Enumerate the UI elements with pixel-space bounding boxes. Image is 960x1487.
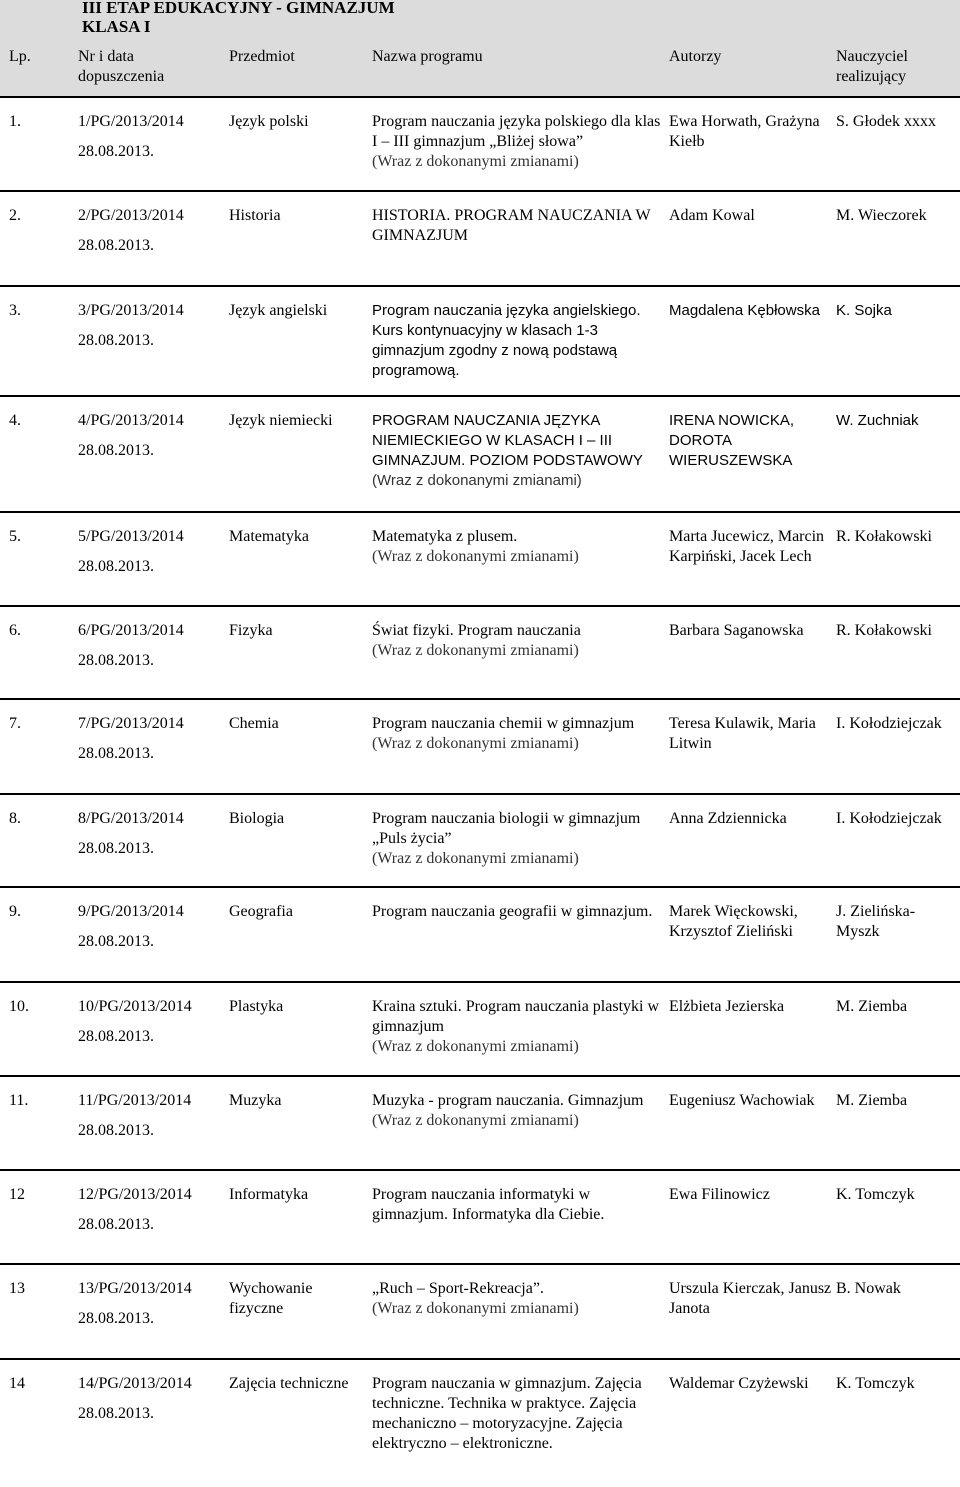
row-nr [78,902,223,952]
row-program [372,1091,662,1131]
row-nr [78,714,223,764]
program-name: Program nauczania języka angielskiego. Kurs kontynuacyjny w klasach 1-3 gimnazjum zgodny z nową podstawą programową. [372,302,641,379]
row-teacher: R. Kołakowski [836,528,932,545]
program-name: Program nauczania w gimnazjum. Zajęcia techniczne. Technika w praktyce. Zajęcia mechaniczno – motoryzacyjne. Zajęcia elektryczno – elektroniczne. [372,1375,642,1452]
row-subject: Fizyka [229,622,273,639]
row-program [372,809,662,869]
row-subject: Język angielski [229,302,328,319]
row-lp: 13 [9,1280,25,1297]
row-teacher: S. Głodek xxxx [836,113,936,130]
program-note: (Wraz z dokonanymi zmianami) [372,1038,579,1055]
permit-date: 28.08.2013. [78,1310,154,1327]
program-note: (Wraz z dokonanymi zmianami) [372,850,579,867]
class-title: KLASA I [82,17,151,36]
row-lp: 12 [9,1186,25,1203]
row-nr [78,1374,223,1424]
row-authors: Eugeniusz Wachowiak [669,1092,815,1109]
table-row [0,1171,960,1265]
table-row [0,795,960,888]
row-nr [78,1185,223,1235]
program-name: „Ruch – Sport-Rekreacja”. [372,1280,544,1297]
permit-date: 28.08.2013. [78,652,154,669]
row-lp: 6. [9,622,21,639]
row-nr [78,411,223,461]
program-note: (Wraz z dokonanymi zmianami) [372,642,579,659]
program-name: PROGRAM NAUCZANIA JĘZYKA NIEMIECKIEGO W KLASACH I – III GIMNAZJUM. POZIOM PODSTAWOWY [372,412,643,469]
row-subject: Biologia [229,810,285,827]
table-row [0,1077,960,1171]
row-teacher: B. Nowak [836,1280,901,1297]
permit-number: 10/PG/2013/2014 [78,998,192,1015]
permit-number: 5/PG/2013/2014 [78,528,184,545]
row-subject: Matematyka [229,528,309,545]
permit-date: 28.08.2013. [78,442,154,459]
row-lp: 2. [9,207,21,224]
row-nr [78,527,223,577]
permit-date: 28.08.2013. [78,143,154,160]
row-subject: Plastyka [229,998,284,1015]
row-teacher: J. Zielińska-Myszk [836,903,916,940]
row-lp: 1. [9,113,21,130]
program-name: Program nauczania geografii w gimnazjum. [372,903,653,920]
permit-number: 7/PG/2013/2014 [78,715,184,732]
permit-date: 28.08.2013. [78,1028,154,1045]
row-authors: Adam Kowal [669,207,755,224]
row-nr [78,1279,223,1329]
program-name: Program nauczania informatyki w gimnazjum. Informatyka dla Ciebie. [372,1186,605,1223]
row-authors: IRENA NOWICKA, DOROTA WIERUSZEWSKA [669,412,795,469]
table-row [0,700,960,795]
table-row [0,397,960,513]
table-row [0,287,960,397]
program-name: HISTORIA. PROGRAM NAUCZANIA W GIMNAZJUM [372,207,651,244]
permit-date: 28.08.2013. [78,332,154,349]
table-row [0,983,960,1077]
row-authors: Waldemar Czyżewski [669,1375,809,1392]
program-name: Matematyka z plusem. [372,528,518,545]
program-note: (Wraz z dokonanymi zmianami) [372,1112,579,1129]
row-authors: Urszula Kierczak, Janusz Janota [669,1280,832,1317]
table-row [0,98,960,192]
permit-number: 11/PG/2013/2014 [78,1092,192,1109]
row-teacher: K. Tomczyk [836,1375,915,1392]
permit-number: 3/PG/2013/2014 [78,302,184,319]
table-row [0,1265,960,1360]
row-nr [78,621,223,671]
permit-date: 28.08.2013. [78,1405,154,1422]
row-authors: Barbara Saganowska [669,622,804,639]
row-program [372,411,662,491]
program-note: (Wraz z dokonanymi zmianami) [372,1300,579,1317]
row-teacher: W. Zuchniak [836,412,919,429]
program-name: Kraina sztuki. Program nauczania plastyki w gimnazjum [372,998,660,1035]
row-authors: Magdalena Kębłowska [669,302,820,319]
row-subject: Informatyka [229,1186,309,1203]
row-lp: 4. [9,412,21,429]
row-teacher: K. Tomczyk [836,1186,915,1203]
row-lp: 11. [9,1092,29,1109]
row-program [372,206,662,246]
row-nr [78,206,223,256]
row-program [372,902,662,922]
row-teacher: M. Ziemba [836,1092,908,1109]
row-nr [78,1091,223,1141]
row-program [372,1185,662,1225]
permit-date: 28.08.2013. [78,237,154,254]
permit-number: 4/PG/2013/2014 [78,412,184,429]
program-name: Muzyka - program nauczania. Gimnazjum [372,1092,644,1109]
row-authors: Elżbieta Jezierska [669,998,785,1015]
permit-number: 13/PG/2013/2014 [78,1280,192,1297]
header-authors: Autorzy [669,48,722,65]
row-nr [78,301,223,351]
row-nr [78,809,223,859]
row-teacher: I. Kołodziejczak [836,810,942,827]
row-lp: 3. [9,302,21,319]
permit-date: 28.08.2013. [78,558,154,575]
row-program [372,1374,662,1454]
row-authors: Marek Więckowski, Krzysztof Zieliński [669,903,798,940]
program-note: (Wraz z dokonanymi zmianami) [372,472,582,489]
row-program [372,527,662,567]
row-program [372,621,662,661]
row-program [372,997,662,1057]
program-note: (Wraz z dokonanymi zmianami) [372,735,579,752]
row-teacher: M. Wieczorek [836,207,927,224]
permit-date: 28.08.2013. [78,745,154,762]
row-program [372,1279,662,1319]
row-subject: Muzyka [229,1092,282,1109]
row-authors: Ewa Horwath, Grażyna Kiełb [669,113,820,150]
row-nr [78,112,223,162]
table-row [0,1360,960,1485]
permit-date: 28.08.2013. [78,1122,154,1139]
table-row [0,192,960,287]
row-lp: 9. [9,903,21,920]
stage-title: III ETAP EDUKACYJNY - GIMNAZJUM [82,0,395,17]
row-authors: Teresa Kulawik, Maria Litwin [669,715,816,752]
header-nr: Nr i data dopuszczenia [78,48,165,85]
header-teacher: Nauczyciel realizujący [836,48,908,85]
row-authors: Anna Zdziennicka [669,810,787,827]
permit-number: 14/PG/2013/2014 [78,1375,192,1392]
row-lp: 10. [9,998,29,1015]
row-subject: Geografia [229,903,293,920]
table-row [0,607,960,700]
row-authors: Marta Jucewicz, Marcin Karpiński, Jacek Lech [669,528,825,565]
row-subject: Wychowanie fizyczne [229,1280,313,1317]
row-teacher: R. Kołakowski [836,622,932,639]
row-subject: Język polski [229,113,309,130]
header-program: Nazwa programu [372,48,483,65]
permit-number: 1/PG/2013/2014 [78,113,184,130]
row-lp: 5. [9,528,21,545]
program-name: Program nauczania chemii w gimnazjum [372,715,635,732]
table-row [0,888,960,983]
row-lp: 14 [9,1375,25,1392]
row-program [372,301,662,381]
row-program [372,714,662,754]
header-subject: Przedmiot [229,48,295,65]
row-lp: 8. [9,810,21,827]
row-subject: Język niemiecki [229,412,333,429]
table-header [0,36,960,98]
program-name: Świat fizyki. Program nauczania [372,622,581,639]
row-teacher: I. Kołodziejczak [836,715,942,732]
row-subject: Historia [229,207,281,224]
row-lp: 7. [9,715,21,732]
header-lp: Lp. [9,48,31,65]
row-authors: Ewa Filinowicz [669,1186,770,1203]
row-teacher: K. Sojka [836,302,892,319]
permit-number: 9/PG/2013/2014 [78,903,184,920]
permit-number: 2/PG/2013/2014 [78,207,184,224]
permit-date: 28.08.2013. [78,933,154,950]
row-teacher: M. Ziemba [836,998,908,1015]
permit-date: 28.08.2013. [78,1216,154,1233]
permit-date: 28.08.2013. [78,840,154,857]
row-subject: Zajęcia techniczne [229,1375,349,1392]
permit-number: 8/PG/2013/2014 [78,810,184,827]
permit-number: 6/PG/2013/2014 [78,622,184,639]
row-nr [78,997,223,1047]
program-name: Program nauczania biologii w gimnazjum „Puls życia” [372,810,641,847]
program-name: Program nauczania języka polskiego dla klas I – III gimnazjum „Bliżej słowa” [372,113,661,150]
program-note: (Wraz z dokonanymi zmianami) [372,548,579,565]
section-title-band [0,0,960,36]
program-note: (Wraz z dokonanymi zmianami) [372,153,579,170]
row-subject: Chemia [229,715,279,732]
table-row [0,513,960,607]
permit-number: 12/PG/2013/2014 [78,1186,192,1203]
row-program [372,112,662,172]
